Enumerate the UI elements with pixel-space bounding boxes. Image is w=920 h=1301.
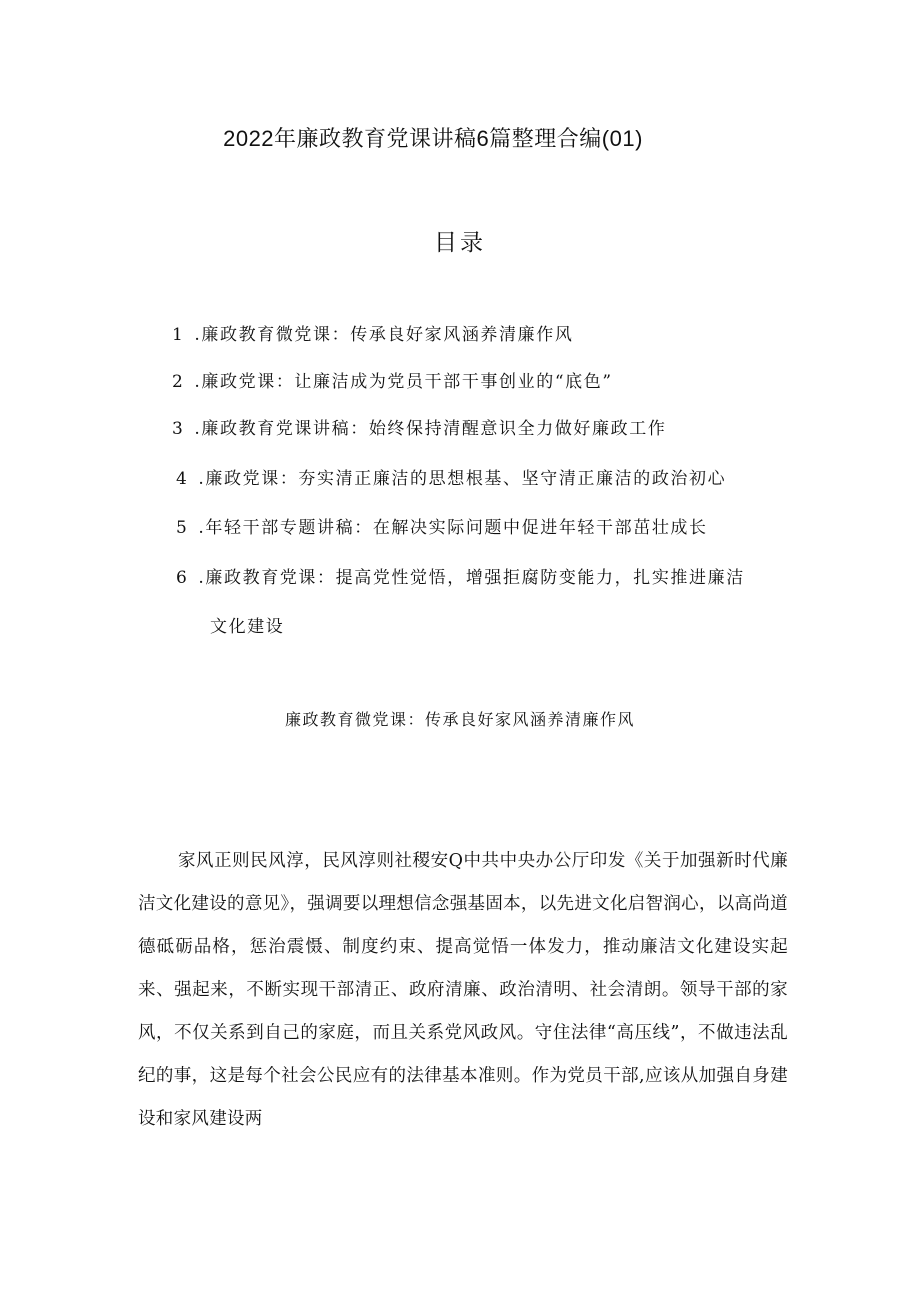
body-paragraph: 家风正则民风淳，民风淳则社稷安Q中共中央办公厅印发《关于加强新时代廉洁文化建设的意见》，强调要以理想信念强基固本，以先进文化启智润心，以高尚道德砥砺品格，惩治震慑、制度约束、提高觉悟一体发力，推动廉洁文化建设实起来、强起来，不断实现干部清正、政府清廉、政治清明、社会清朗。领导干部的家风，不仅关系到自己的家庭，而且关系党风政风。守住法律“高压线”，不做违法乱纪的事，这是每个社会公民应有的法律基本准则。作为党员干部,应该从加强自身建设和家风建设两 (138, 851, 788, 1129)
toc-item-text: .廉政党课：让廉洁成为党员干部干事创业的“底色” (194, 372, 613, 392)
toc-item-number: 1 (172, 325, 185, 345)
toc-item-6-continuation (210, 612, 284, 637)
section-title: 廉政教育微党课：传承良好家风涵养清廉作风 (284, 710, 635, 729)
toc-item-4 (176, 464, 726, 489)
toc-item-text: .廉政教育微党课：传承良好家风涵养清廉作风 (194, 325, 574, 345)
toc-item-1 (172, 320, 573, 345)
toc-item-number: 3 (172, 419, 185, 439)
toc-heading: 目录 (434, 230, 486, 256)
toc-item-6 (176, 563, 745, 588)
toc-item-number: 5 (176, 518, 189, 538)
toc-item-number: 4 (176, 469, 189, 489)
toc-item-text: .廉政党课：夯实清正廉洁的思想根基、坚守清正廉洁的政治初心 (198, 469, 727, 489)
toc-item-text: .廉政教育党课：提高党性觉悟，增强拒腐防变能力，扎实推进廉洁 (198, 568, 745, 588)
toc-item-2 (172, 367, 613, 392)
toc-item-text: .廉政教育党课讲稿：始终保持清醒意识全力做好廉政工作 (194, 419, 667, 439)
toc-item-3 (172, 414, 666, 439)
toc-item-text: 文化建设 (210, 617, 285, 637)
toc-item-5 (176, 513, 708, 538)
toc-item-number: 2 (172, 372, 185, 392)
toc-item-number: 6 (176, 568, 189, 588)
document-title: 2022年廉政教育党课讲稿6篇整理合编(01) (223, 126, 643, 151)
toc-item-text: .年轻干部专题讲稿：在解决实际问题中促进年轻干部茁壮成长 (198, 518, 708, 538)
